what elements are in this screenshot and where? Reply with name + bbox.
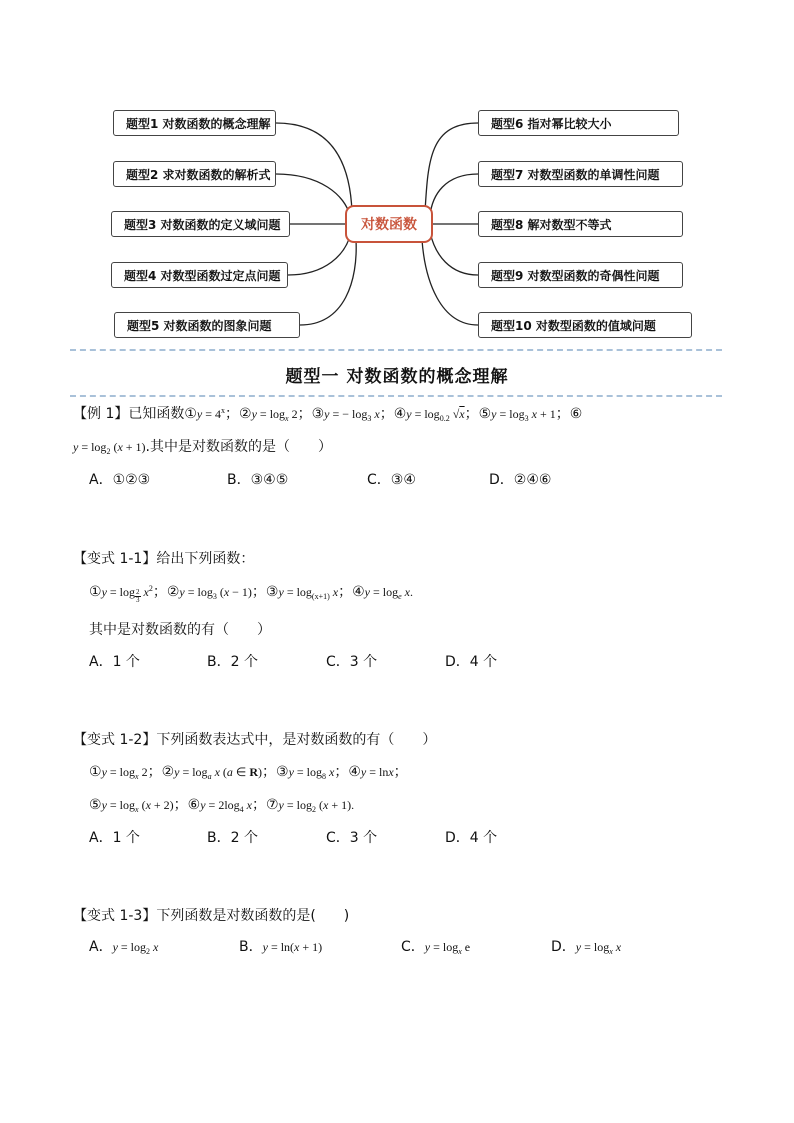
math-var: y xyxy=(251,407,257,421)
math-sup: x xyxy=(221,406,226,415)
mindmap-node-type5: 题型5 对数函数的图象问题 xyxy=(114,312,300,338)
variant2-label: 【变式 1-2】 xyxy=(73,732,157,748)
math-text: − 1) xyxy=(229,585,252,599)
item-number: ② xyxy=(166,584,180,600)
math-var: x xyxy=(140,585,149,599)
item-number: ① xyxy=(89,584,102,600)
math-text: ( xyxy=(110,440,118,454)
variant1-header xyxy=(73,548,254,568)
item-number: ② xyxy=(161,764,175,780)
example1-label: 【例 1】 xyxy=(73,406,129,422)
item-number: ④ xyxy=(393,406,407,422)
mindmap-node-type2: 题型2 求对数函数的解析式 xyxy=(113,161,276,187)
item-number: ③ xyxy=(265,584,279,600)
math-sub: x xyxy=(135,772,139,781)
math-text: + 1) xyxy=(328,798,352,812)
math-text: = log xyxy=(184,585,213,599)
divider-bottom xyxy=(70,395,722,397)
mindmap-node-type7: 题型7 对数型函数的单调性问题 xyxy=(478,161,683,187)
variant2-intro: 下列函数表达式中，是对数函数的有（ ） xyxy=(156,732,437,748)
math-text: = 2log xyxy=(205,798,240,812)
math-var: y xyxy=(278,798,284,812)
option-letter: B． xyxy=(239,939,263,955)
math-text: = log xyxy=(78,440,107,454)
item-number: ⑦ xyxy=(265,797,279,813)
variant2-option-b: B．2 个 xyxy=(207,830,258,846)
variant1-option-c: C．3 个 xyxy=(326,654,378,670)
math-var: y xyxy=(406,407,412,421)
separator: ； xyxy=(393,764,408,780)
separator: ； xyxy=(147,764,162,780)
math-var: x xyxy=(326,765,335,779)
math-var: y xyxy=(200,798,206,812)
math-sub: 4 xyxy=(239,805,244,814)
separator: ； xyxy=(555,406,570,422)
separator: ； xyxy=(152,584,167,600)
mindmap-node-type1: 题型1 对数函数的概念理解 xyxy=(113,110,276,136)
item-number: ⑤ xyxy=(89,797,102,813)
math-sub: 8 xyxy=(322,772,327,781)
variant1-question: 其中是对数函数的有（ ） xyxy=(89,622,271,638)
math-text: R xyxy=(249,765,259,779)
example1-question: .其中是对数函数的是（ ） xyxy=(145,439,332,455)
math-text: ( xyxy=(138,798,146,812)
math-sub: 3 xyxy=(212,592,217,601)
variant2-option-d: D．4 个 xyxy=(445,830,498,846)
math-text: = log xyxy=(496,407,525,421)
math-var: y xyxy=(262,940,268,954)
math-var: x xyxy=(117,440,123,454)
math-text: = log xyxy=(106,585,135,599)
math-text: + 2) xyxy=(150,798,174,812)
math-var: y xyxy=(491,407,497,421)
item-number: ⑤ xyxy=(478,406,492,422)
option-letter: A． xyxy=(89,939,113,955)
variant3-option-b xyxy=(239,936,322,956)
math-var: x xyxy=(401,585,410,599)
item-number: ③ xyxy=(276,764,289,780)
math-var: y xyxy=(174,765,180,779)
math-var: y xyxy=(424,940,431,954)
math-text: = ln xyxy=(366,765,389,779)
variant3-option-d xyxy=(551,936,621,956)
math-var: y xyxy=(575,940,582,954)
item-number: ④ xyxy=(352,584,365,600)
item-number: ① xyxy=(184,406,197,422)
math-text: = log xyxy=(179,765,208,779)
variant2-functions-line2 xyxy=(89,794,354,814)
math-text: . xyxy=(351,798,355,812)
example1-option-d: D．②④⑥ xyxy=(489,472,552,488)
math-var: y xyxy=(360,765,367,779)
variant1-functions xyxy=(89,581,413,604)
fraction-denominator: 3 xyxy=(136,596,140,604)
math-var: x xyxy=(388,765,394,779)
variant1-option-a: A．1 个 xyxy=(89,654,140,670)
option-letter: D． xyxy=(551,939,576,955)
math-text: ) xyxy=(258,765,263,779)
separator: ； xyxy=(251,797,266,813)
variant3-option-c xyxy=(401,936,470,956)
math-var: x xyxy=(322,798,329,812)
variant3-option-a xyxy=(89,936,158,956)
item-number: ③ xyxy=(311,406,325,422)
math-text: . xyxy=(409,585,413,599)
variant1-option-d: D．4 个 xyxy=(445,654,498,670)
math-var: x xyxy=(459,407,465,421)
math-text: = − log xyxy=(329,407,368,421)
math-var: y xyxy=(179,585,185,599)
option-letter: C． xyxy=(401,939,425,955)
variant3-intro: 下列函数是对数函数的是( ) xyxy=(156,908,350,924)
example1-option-b: B．③④⑤ xyxy=(227,472,289,488)
math-sub: x xyxy=(458,947,462,956)
math-text: = log xyxy=(117,940,147,954)
math-var: y xyxy=(73,440,79,454)
divider-top xyxy=(70,349,722,351)
math-sub: 2 xyxy=(106,447,111,456)
math-text: e xyxy=(461,940,471,954)
math-text: = log xyxy=(430,940,459,954)
math-var: y xyxy=(101,798,107,812)
separator: ； xyxy=(334,764,349,780)
math-sub: 0.2 xyxy=(439,414,450,423)
section-title: 题型一 对数函数的概念理解 xyxy=(285,367,509,387)
mindmap-node-type3: 题型3 对数函数的定义域问题 xyxy=(111,211,290,237)
mindmap-node-type8: 题型8 解对数型不等式 xyxy=(478,211,683,237)
math-var: x xyxy=(223,585,230,599)
variant1-option-b: B．2 个 xyxy=(207,654,258,670)
math-text: ( xyxy=(315,798,323,812)
separator: ； xyxy=(379,406,394,422)
math-var: x xyxy=(243,798,252,812)
mindmap-node-type10: 题型10 对数型函数的值域问题 xyxy=(478,312,692,338)
math-text: + 1 xyxy=(536,407,556,421)
math-var: a xyxy=(226,765,233,779)
mindmap-center-node: 对数函数 xyxy=(345,205,433,243)
separator: ； xyxy=(338,584,353,600)
mindmap-node-type4: 题型4 对数型函数过定点问题 xyxy=(111,262,288,288)
math-sub: 3 xyxy=(367,414,372,423)
math-var: y xyxy=(196,407,203,421)
mindmap-node-type6: 题型6 指对幂比较大小 xyxy=(478,110,679,136)
example1-option-c: C．③④ xyxy=(367,472,416,488)
math-text: = ln( xyxy=(267,940,295,954)
math-text: = log xyxy=(106,798,135,812)
example1-option-a: A．①②③ xyxy=(89,472,151,488)
math-var: x xyxy=(150,940,159,954)
math-text: √ xyxy=(449,407,460,421)
math-sub: 2 xyxy=(146,947,151,956)
math-text: = log xyxy=(411,407,440,421)
math-text: = log xyxy=(283,798,312,812)
item-number: ① xyxy=(89,764,102,780)
math-text: = log xyxy=(106,765,135,779)
variant2-header xyxy=(73,729,436,749)
math-var: y xyxy=(278,585,284,599)
fraction-numerator: 2 xyxy=(136,588,140,596)
math-var: y xyxy=(112,940,118,954)
separator: ； xyxy=(251,584,266,600)
math-text: = log xyxy=(283,585,312,599)
math-text: + 1) xyxy=(122,440,146,454)
math-text: = log xyxy=(369,585,399,599)
math-sub: (x+1) xyxy=(311,592,330,601)
variant3-label: 【变式 1-3】 xyxy=(73,908,157,924)
math-text: = log xyxy=(581,940,610,954)
math-sub: x xyxy=(609,947,613,956)
math-var: y xyxy=(364,585,370,599)
item-number: ② xyxy=(239,406,252,422)
math-sup: 2 xyxy=(148,584,153,593)
separator: ； xyxy=(262,764,277,780)
math-text: ( xyxy=(216,585,224,599)
math-var: x xyxy=(371,407,380,421)
item-number: ⑥ xyxy=(187,797,201,813)
variant2-functions-line1 xyxy=(89,761,408,781)
math-text: = log xyxy=(293,765,323,779)
math-var: x xyxy=(528,407,537,421)
separator: ； xyxy=(464,406,479,422)
separator: ； xyxy=(225,406,240,422)
math-var: x xyxy=(329,585,339,599)
math-var: x xyxy=(294,940,300,954)
math-var: y xyxy=(101,585,107,599)
math-text: = 4 xyxy=(202,407,222,421)
math-sub: x xyxy=(135,805,139,814)
variant2-option-c: C．3 个 xyxy=(326,830,378,846)
item-number: ⑥ xyxy=(569,406,583,422)
math-sub: x xyxy=(285,414,289,423)
math-sub: a xyxy=(207,772,212,781)
math-text: + 1) xyxy=(299,940,323,954)
item-number: ④ xyxy=(348,764,361,780)
mind-map xyxy=(0,0,794,345)
separator: ； xyxy=(297,406,312,422)
math-sub: 3 xyxy=(524,414,529,423)
math-sub: e xyxy=(398,592,402,601)
example1-intro: 已知函数 xyxy=(128,406,185,422)
math-text: 2 xyxy=(288,407,298,421)
example1-line1 xyxy=(73,403,582,423)
math-text: 2 xyxy=(138,765,148,779)
separator: ； xyxy=(173,797,188,813)
variant3-header xyxy=(73,905,349,925)
math-sub: 2 xyxy=(311,805,316,814)
math-text: ∈ xyxy=(232,765,250,779)
variant1-label: 【变式 1-1】 xyxy=(73,551,157,567)
math-var: x xyxy=(211,765,220,779)
variant1-intro: 给出下列函数： xyxy=(156,551,255,567)
variant2-option-a: A．1 个 xyxy=(89,830,140,846)
math-text: ( xyxy=(219,765,227,779)
math-var: x xyxy=(612,940,622,954)
math-var: y xyxy=(324,407,330,421)
math-var: y xyxy=(101,765,107,779)
math-text: = log xyxy=(256,407,286,421)
math-var: y xyxy=(288,765,294,779)
example1-line2 xyxy=(73,436,332,456)
mindmap-node-type9: 题型9 对数型函数的奇偶性问题 xyxy=(478,262,683,288)
math-var: x xyxy=(145,798,151,812)
